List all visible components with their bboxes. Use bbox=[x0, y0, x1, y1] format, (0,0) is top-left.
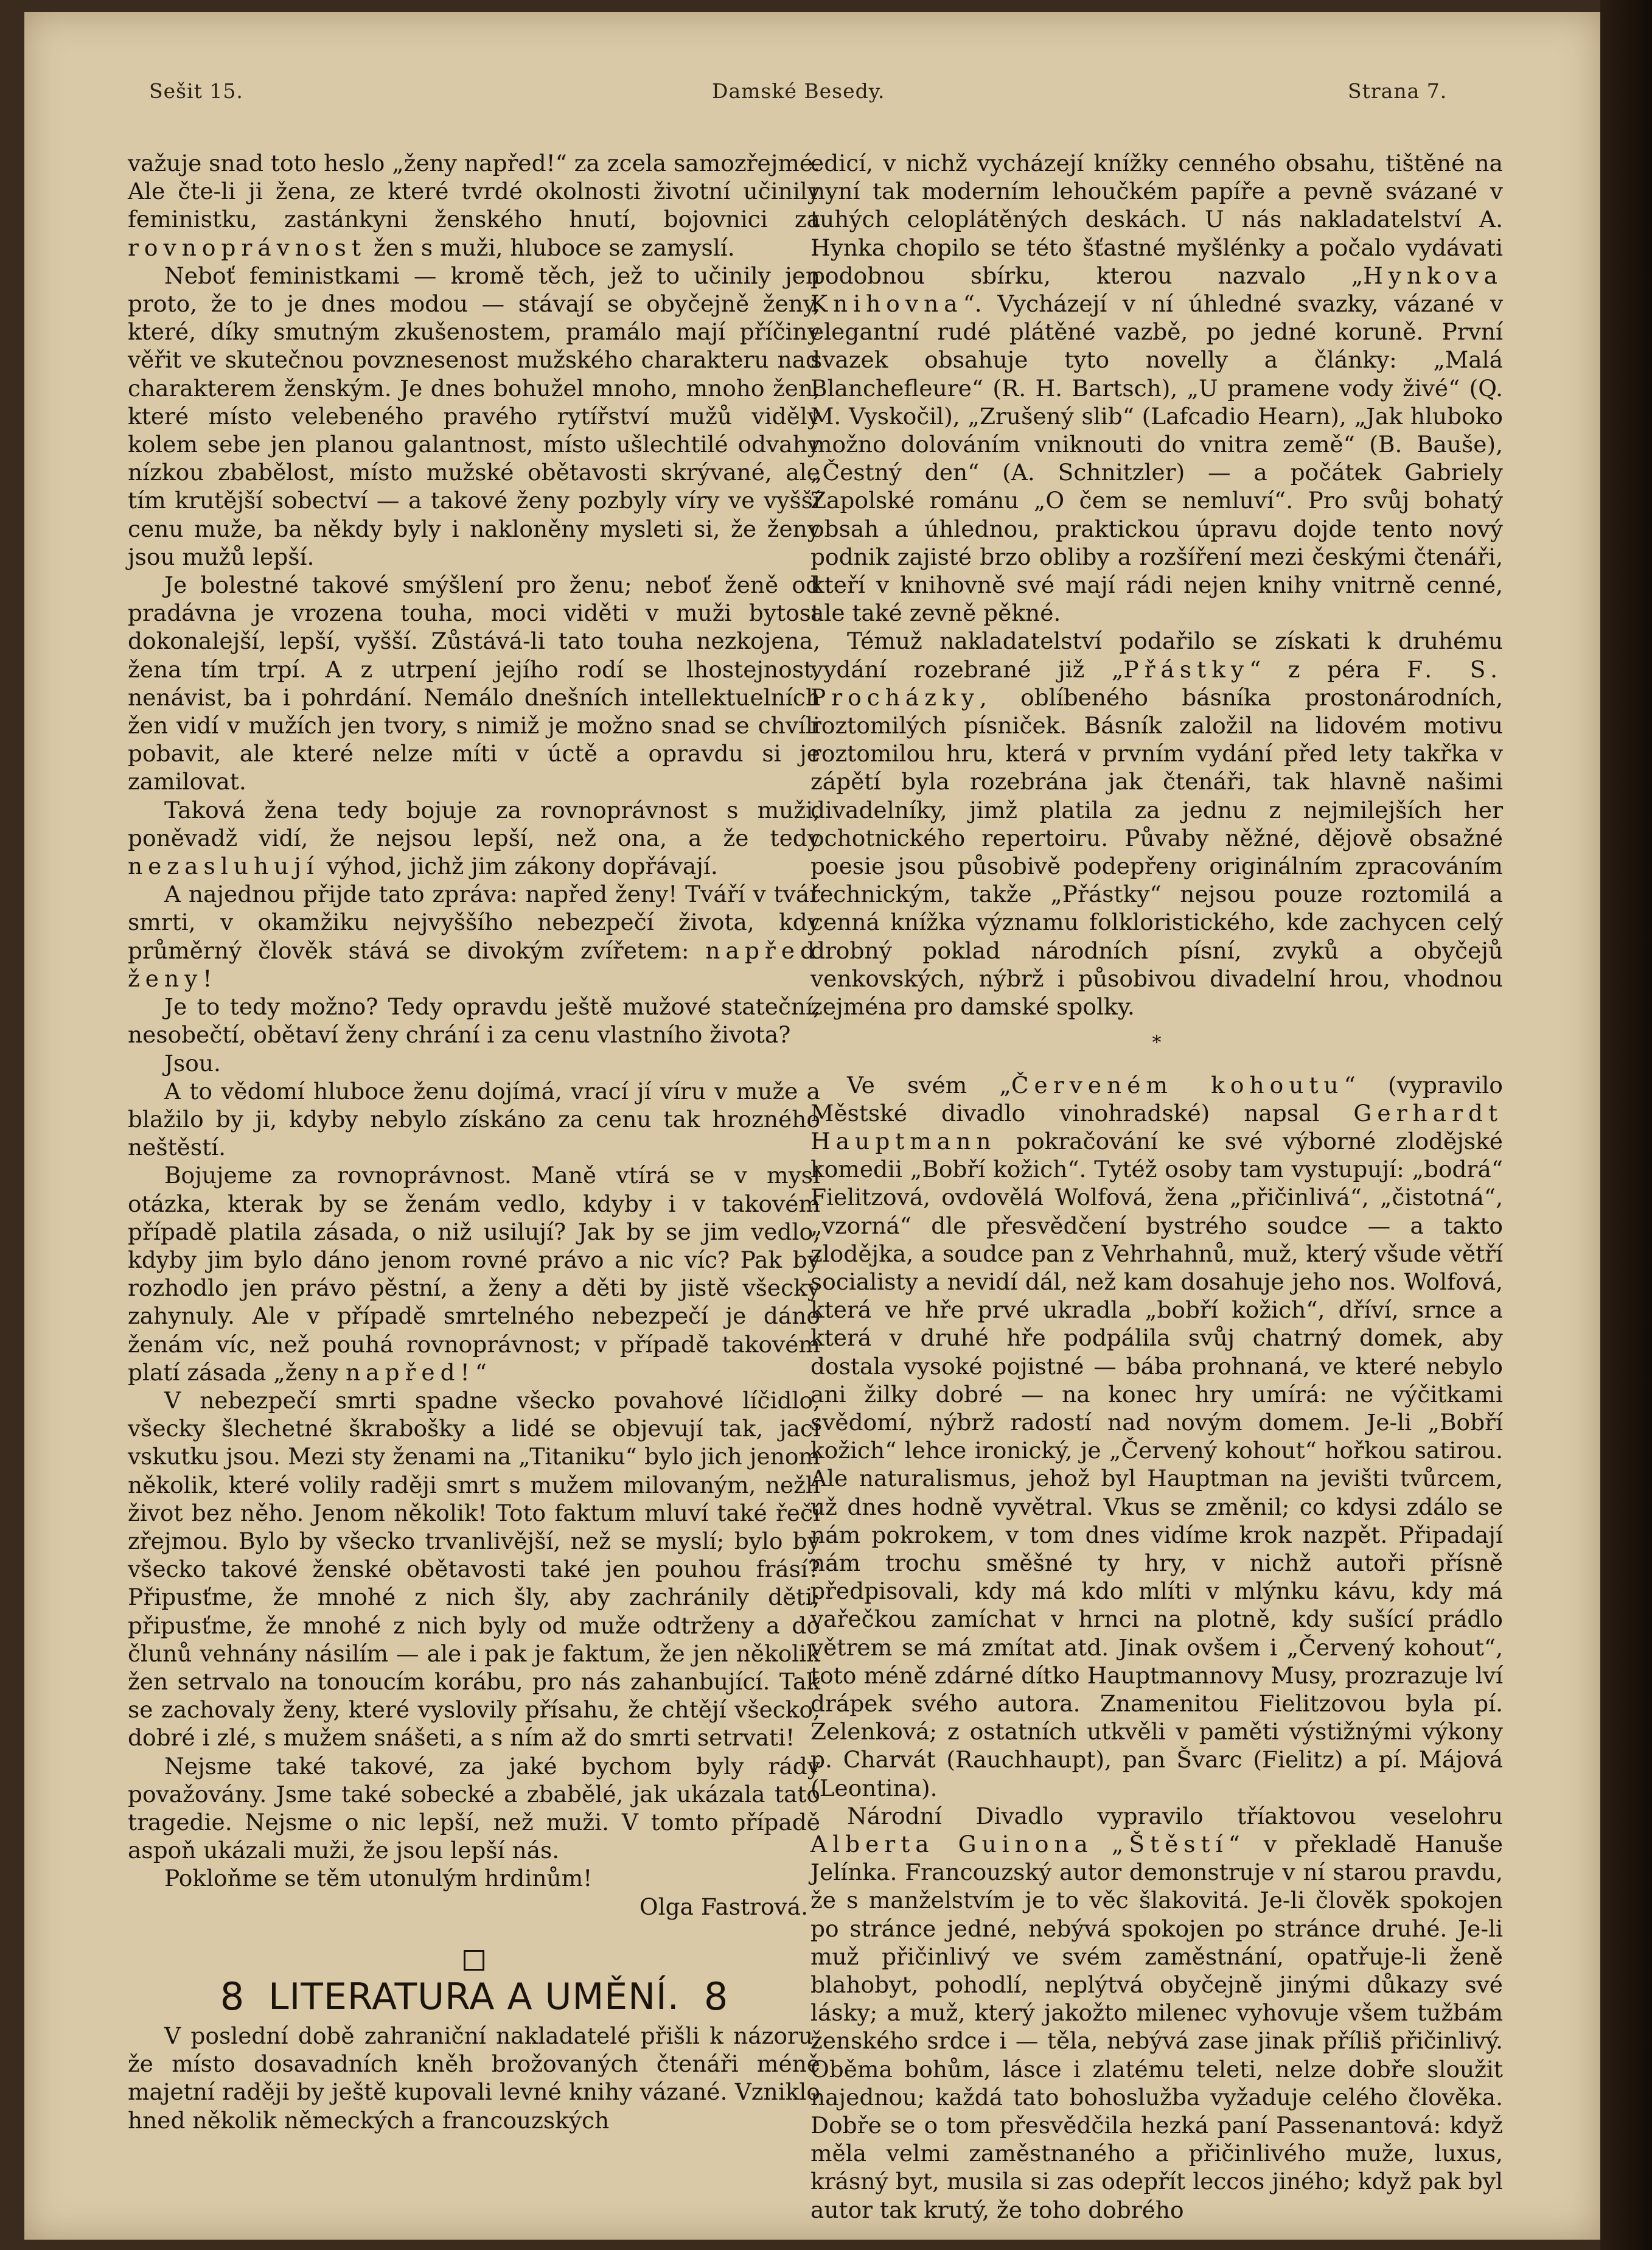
paragraph: Ve svém „Červeném kohoutu“ (vypravilo Městské divadlo vinohradské) napsal Gerhardt Hauptmann pokračování ke své výborné zlodějské komedii „Bobří kožich“. Tytéž osoby tam vystupují: „bodrá“ Fielitzová, ovdovělá Wolfová, žena „přičinlivá“, „čistotná“, „vzorná“ dle přesvědčení bystrého soudce — a takto zlodějka, a soudce pan z Vehrhahnů, muž, který všude větří socialisty a nevidí dál, než kam dosahuje jeho nos. Wolfová, která ve hře prvé ukradla „bobří kožich“, dříví, srnce a která v druhé hře podpálila svůj chatrný domek, aby dostala vysoké pojistné — bába prohnaná, ve které nebylo ani žilky dobré — na konec hry umírá: ne výčitkami svědomí, nýbrž radostí nad novým domem. Je-li „Bobří kožich“ lehce ironický, je „Červený kohout“ hořkou satirou. Ale naturalismus, jehož byl Hauptman na jevišti tvůrcem, už dnes hodně vyvětral. Vkus se změnil; co kdysi zdálo se nám pokrokem, v tom dnes vidíme krok nazpět. Připadají nám trochu směšné ty hry, v nichž autoři přísně předpisovali, kdy má kdo mlíti v mlýnku kávu, kdy má vařečkou zamíchat v hrnci na plotně, kdy sušící prádlo větrem se má zmítat atd. Jinak ovšem i „Červený kohout“, toto méně zdárné dítko Hauptmannovy Musy, prozrazuje lví drápek svého autora. Znamenitou Fielitzovou byla pí. Zelenková; z ostatních utkvěli v paměti výstižnými výkony p. Charvát (Rauchhaupt), pan Švarc (Fielitz) a pí. Májová (Leontina). bbox=[810, 1071, 1504, 1801]
paragraph: V nebezpečí smrti spadne všecko povahové líčidlo, všecky šlechetné škrabošky a lidé se objevují tak, jací vskutku jsou. Mezi sty ženami na „Titaniku“ bylo jich jenom několik, které volily raději smrt s mužem milovaným, nežli život bez něho. Jenom několik! Toto faktum mluví také řečí zřejmou. Bylo by všecko trvanlivější, než se myslí; bylo by všecko takové ženské obětavosti také jen pouhou frásí? Připusťme, že mnohé z nich šly, aby zachránily děti; připusťme, že mnohé z nich byly od muže odtrženy a do člunů vehnány násilím — ale i pak je faktum, že jen několik žen setrvalo na tonoucím korábu, pro nás zahanbující. Tak se zachovaly ženy, které vyslovily přísahu, že chtějí všecko, dobré i zlé, s mužem snášeti, a s ním až do smrti setrvati! bbox=[128, 1386, 820, 1752]
paragraph: A najednou přijde tato zpráva: napřed ženy! Tváří v tvář smrti, v okamžiku nejvyššího nebezpečí života, kdy průměrný člověk stává se divokým zvířetem: napřed ženy! bbox=[128, 881, 821, 992]
ornament-right: 8 bbox=[703, 1974, 728, 2019]
paragraph: Pokloňme se těm utonulým hrdinům! bbox=[164, 1865, 593, 1892]
paragraph: Jsou. bbox=[164, 1049, 221, 1077]
section-heading bbox=[128, 1974, 820, 2019]
paragraph: Je to tedy možno? Tedy opravdu ještě mužové stateční, nesobečtí, obětaví ženy chrání i za cenu vlastního života? bbox=[128, 993, 820, 1049]
paragraph: važuje snad toto heslo „ženy napřed!“ za zcela samozřejmé. Ale čte-li ji žena, ze které tvrdé okolnosti životní učinily feministku, zastánkyni ženského hnutí, bojovnici za rovnoprávnost žen s muži, hluboce se zamyslí. bbox=[128, 150, 820, 261]
paragraph: edicí, v nichž vycházejí knížky cenného obsahu, tištěné na nyní tak moderním lehoučkém papíře a pevně svázané v tuhých celoplátěných deskách. U nás nakladatelství A. Hynka chopilo se této šťastné myšlénky a počalo vydávati podobnou sbírku, kterou nazvalo „Hynkova Knihovna“. Vycházejí v ní úhledné svazky, vázané v elegantní rudé plátěné vazbě, po jedné koruně. První svazek obsahuje tyto novelly a články: „Malá Blanchefleure“ (R. H. Bartsch), „U pramene vody živé“ (Q. M. Vyskočil), „Zrušený slib“ (Lafcadio Hearn), „Jak hluboko možno dolováním vniknouti do vnitra země“ (B. Bauše), „Čestný den“ (A. Schnitzler) — a počátek Gabriely Zapolské románu „O čem se nemluví“. Pro svůj bohatý obsah a úhlednou, praktickou úpravu dojde tento nový podnik zajisté brzo obliby a rozšíření mezi českými čtenáři, kteří v knihovně své mají rádi nejen knihy vnitrně cenné, ale také zevně pěkné. bbox=[810, 150, 1503, 627]
paragraph: Nejsme také takové, za jaké bychom byly rády považovány. Jsme také sobecké a zbabělé, jak ukázala tato tragedie. Nejsme o nic lepší, než muži. V tomto případě aspoň ukázali muži, že jsou lepší nás. bbox=[128, 1752, 820, 1864]
paragraph: Bojujeme za rovnoprávnost. Maně vtírá se v mysl otázka, kterak by se ženám vedlo, kdyby i v takovém případě platila zásada, o niž usilují? Jak by se jim vedlo, kdyby jim bylo dáno jenom rovné právo a nic víc? Pak by rozhodlo jen právo pěstní, a ženy a děti by jistě všecky zahynuly. Ale v případě smrtelného nebezpečí je dáno ženám víc, než pouhá rovnoprávnost; v případě takovém platí zásada „ženy napřed!“ bbox=[128, 1162, 820, 1386]
paragraph: Taková žena tedy bojuje za rovnoprávnost s muži, poněvadž vidí, že nejsou lepší, než ona, a že tedy nezasluhují výhod, jichž jim zákony dopřávají. bbox=[128, 796, 820, 880]
author-signature: Olga Fastrová. bbox=[639, 1893, 808, 1920]
paragraph: Je bolestné takové smýšlení pro ženu; neboť ženě od pradávna je vrozena touha, moci viděti v muži bytost dokonalejší, lepší, vyšší. Zůstává-li tato touha nezkojena, žena tím trpí. A z utrpení jejího rodí se lhostejnost, nenávist, ba i pohrdání. Nemálo dnešních intellektuelních žen vidí v mužích jen tvory, s nimiž je možno snad se chvíli pobavit, ale které nelze míti v úctě a opravdu si je zamilovat. bbox=[128, 571, 820, 795]
left-column bbox=[128, 149, 820, 2134]
section-title: LITERATURA A UMĚNÍ. bbox=[268, 1975, 680, 2018]
paragraph: Národní Divadlo vypravilo tříaktovou veselohru Alberta Guinona „Štěstí“ v překladě Hanuše Jelínka. Francouzský autor demonstruje v ní starou pravdu, že s manželstvím je to věc šlakovitá. Je-li člověk spokojen po stránce jedné, nebývá spokojen po stránce druhé. Je-li muž přičinlivý ve svém zaměstnání, opatřuje-li ženě blahobyt, pohodlí, neplýtvá obyčejně jinými důkazy své lásky; a muž, který jakožto milenec vyhovuje všem tužbám ženského srdce i — těla, nebývá zase jinak příliš přičinlivý. Oběma bohům, lásce i zlatému teleti, nelze dobře sloužit najednou; každá tato bohoslužba vyžaduje celého člověka. Dobře se o tom přesvědčila hezká paní Passenantová: když měla velmi zaměstnaného a přičinlivého muže, luxus, krásný byt, musila si zas odepřít leccos jiného; když pak byl autor tak krutý, že toho dobrého bbox=[810, 1802, 1504, 2223]
separator-asterisk: * bbox=[1152, 1032, 1162, 1054]
page bbox=[24, 12, 1600, 2240]
section-separator-square bbox=[464, 1950, 484, 1971]
paragraph: Neboť feministkami — kromě těch, jež to učinily jen proto, že to je dnes modou — stávají se obyčejně ženy, které, díky smutným zkušenostem, pramálo mají příčiny věřit ve skutečnou povznesenost mužského charakteru nad charakterem ženským. Je dnes bohužel mnoho, mnoho žen, které místo velebeného pravého rytířství mužů viděly kolem sebe jen planou galantnost, místo ušlechtilé odvahy nízkou zbabělost, místo mužské obětavosti skrývané, ale tím krutější sobectví — a takové ženy pozbyly víry ve vyšší cenu muže, ba někdy byly i nakloněny mysleti si, že ženy jsou mužů lepší. bbox=[128, 262, 820, 570]
page-number: Strana 7. bbox=[1348, 79, 1448, 103]
scan-edge bbox=[1600, 0, 1652, 2250]
ornament-left: 8 bbox=[220, 1974, 245, 2019]
issue-number: Sešit 15. bbox=[149, 79, 243, 103]
paragraph: Témuž nakladatelství podařilo se získati k druhému vydání rozebrané již „Přástky“ z péra F. S. Procházky, oblíbeného básníka prostonárodních, roztomilých písniček. Básník založil na lidovém motivu roztomilou hru, která v prvním vydání před lety takřka v zápětí byla rozebrána jak čtenáři, tak hlavně našimi divadelníky, jimž platila za jednu z nejmilejších her ochotnického repertoiru. Půvaby něžné, dějově obsažné poesie jsou působivě podepřeny originálním zpracováním technickým, takže „Přástky“ nejsou pouze roztomilá a cenná knížka významu folkloristického, kde zachycen celý drobný poklad národních písní, zvyků a obyčejů venkovských, nýbrž i působivou divadelní hrou, vhodnou zejména pro damské spolky. bbox=[810, 627, 1504, 1021]
paragraph: V poslední době zahraniční nakladatelé přišli k názoru, že místo dosavadních kněh brožovaných čtenáři méně majetní raději by ještě kupovali levné knihy vázané. Vzniklo hned několik německých a francouzských bbox=[128, 2022, 820, 2134]
paragraph: A to vědomí hluboce ženu dojímá, vrací jí víru v muže a blažilo by ji, kdyby nebylo získáno za cenu tak hrozného neštěstí. bbox=[128, 1077, 820, 1161]
right-column bbox=[810, 149, 1503, 2224]
magazine-title: Damské Besedy. bbox=[712, 79, 885, 103]
